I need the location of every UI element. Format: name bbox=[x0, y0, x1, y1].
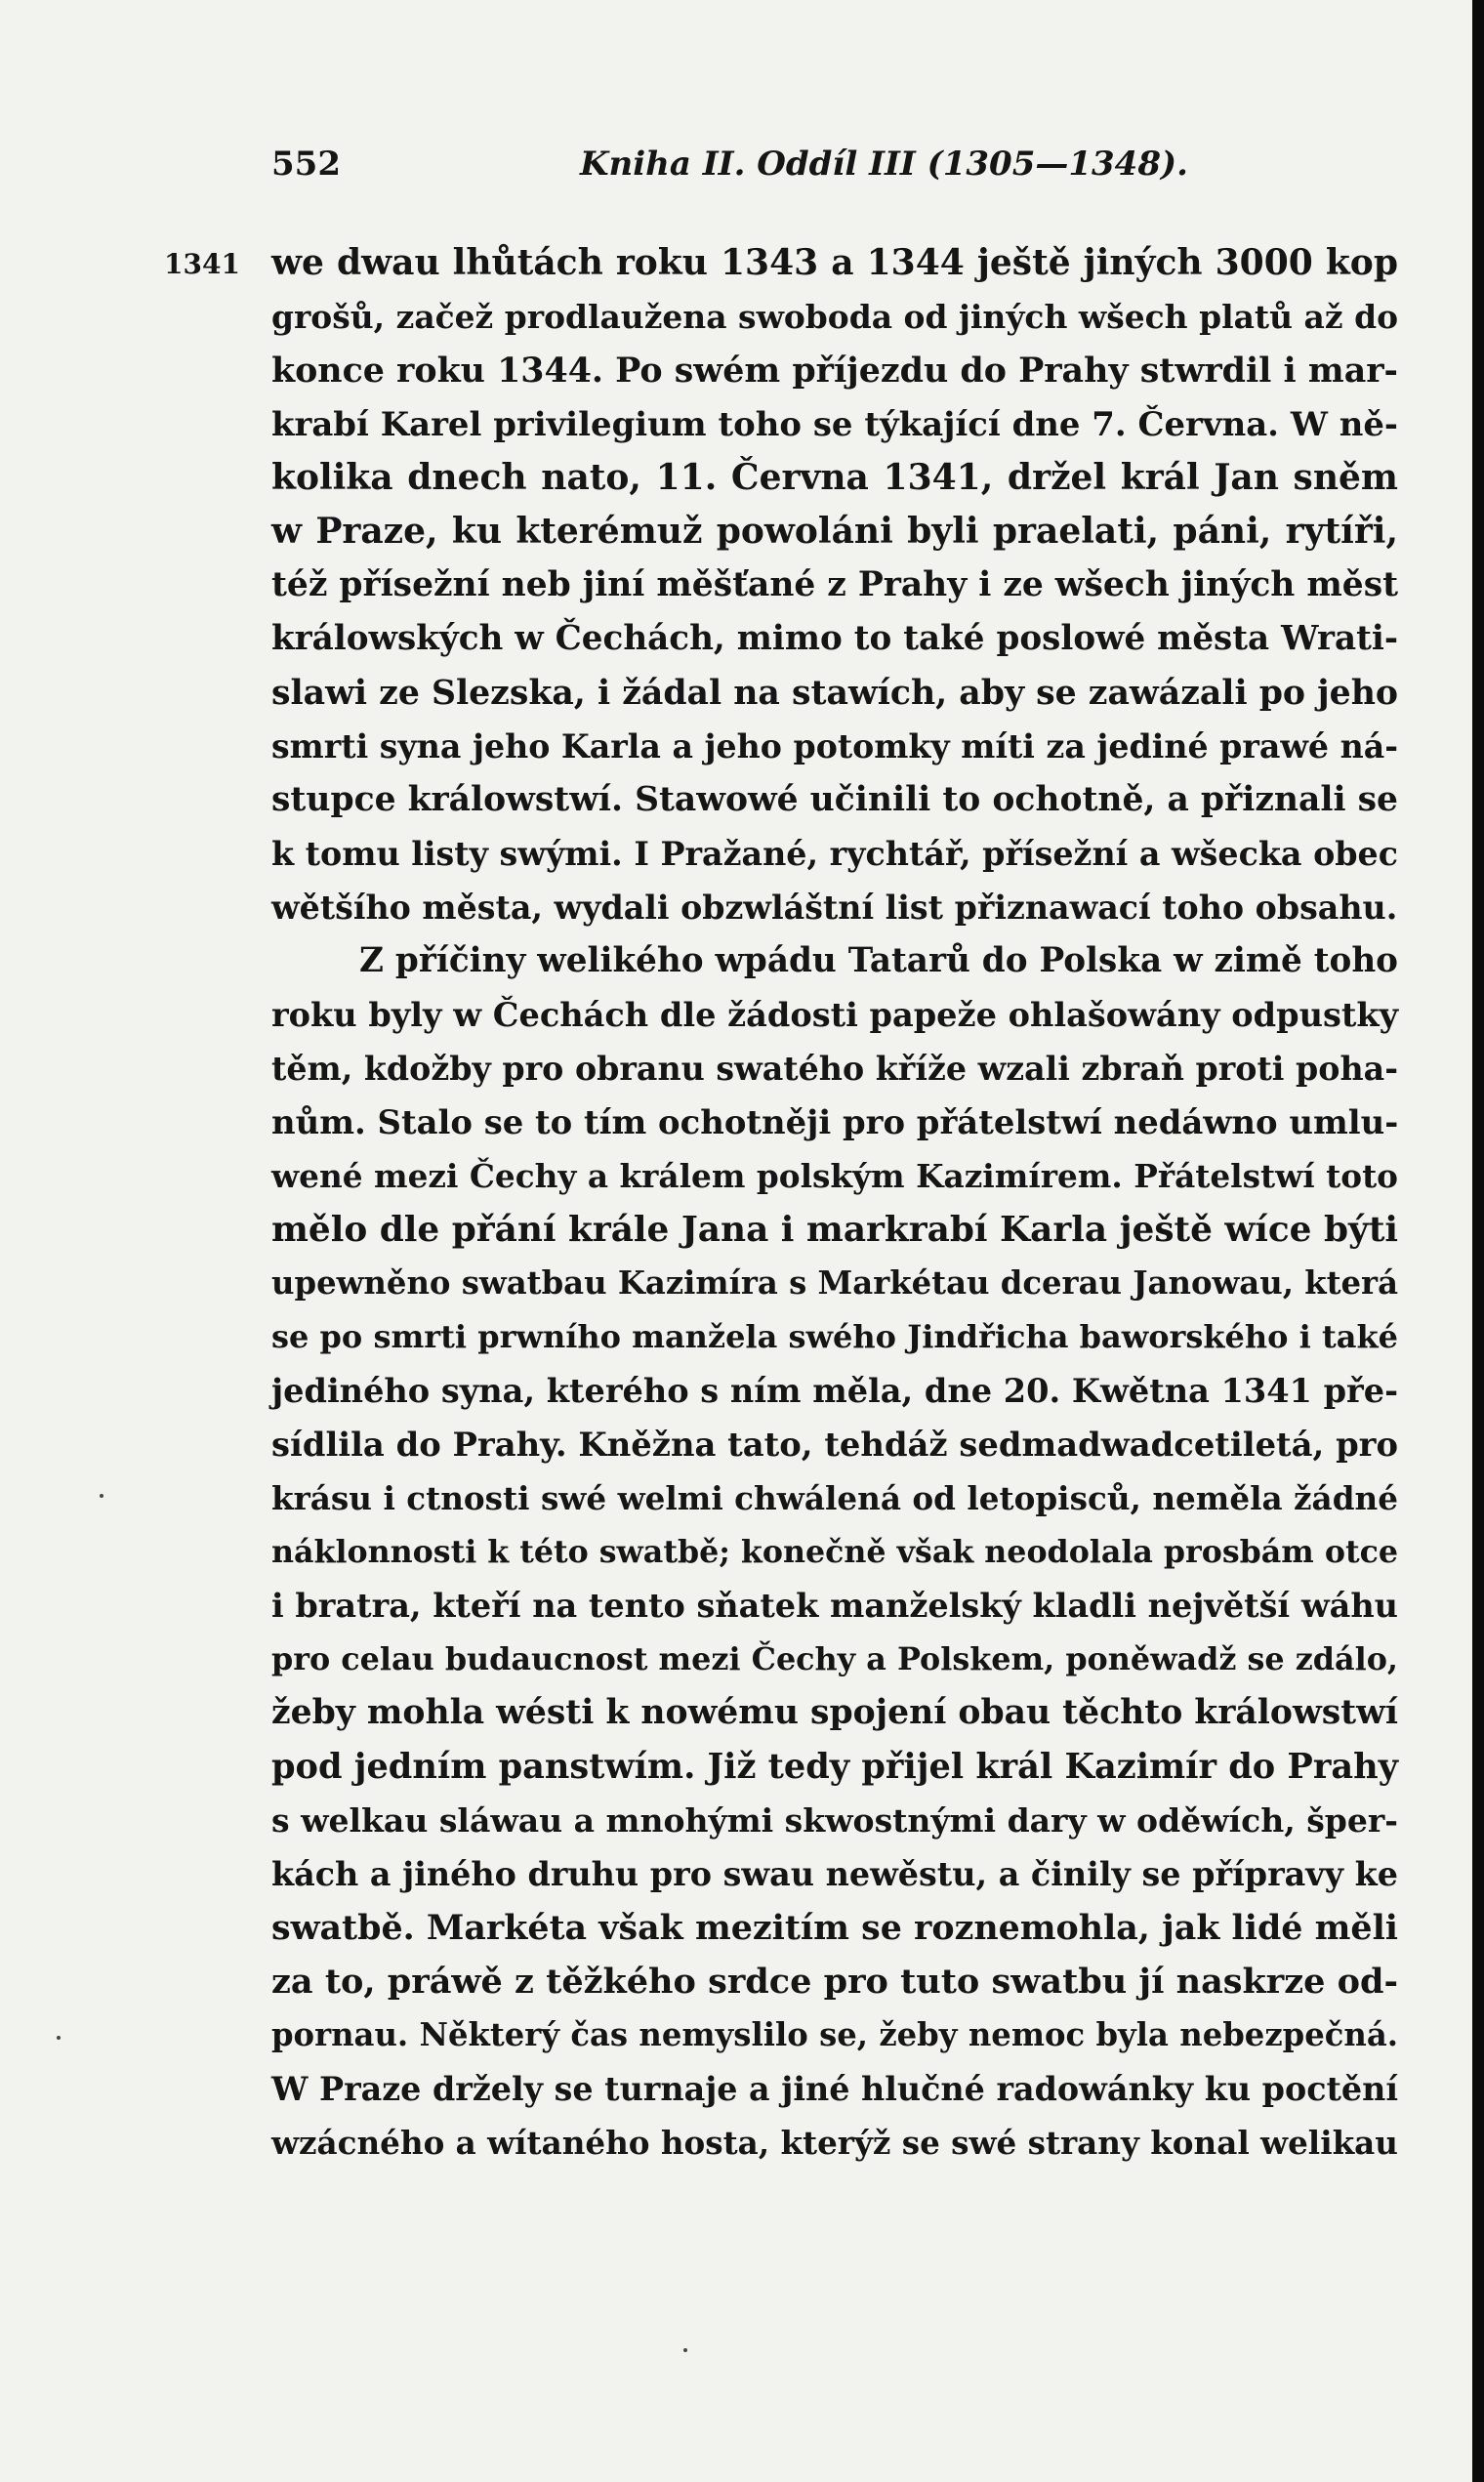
scan-speck bbox=[683, 2348, 687, 2352]
text-line-30: s welkau sláwau a mnohými skwostnými dary w oděwích, šper- bbox=[271, 1801, 1398, 1840]
scan-speck bbox=[100, 1494, 103, 1498]
text-line-1: we dwau lhůtách roku 1343 a 1344 ještě jiných 3000 kop bbox=[271, 242, 1398, 283]
text-line-7: též přísežní neb jiní měšťané z Prahy i ze wšech jiných měst bbox=[271, 565, 1398, 604]
text-line-3: konce roku 1344. Po swém příjezdu do Prahy stwrdil i mar- bbox=[271, 351, 1398, 391]
body-text bbox=[271, 236, 1398, 2170]
text-line-36: wzácného a wítaného hosta, kterýž se swé strany konal welikau bbox=[271, 2124, 1398, 2162]
text-line-32: swatbě. Markéta však mezitím se roznemohla, jak lidé měli bbox=[271, 1908, 1398, 1948]
running-head: Kniha II. Oddíl III (1305—1348). bbox=[580, 145, 1188, 184]
text-line-15: roku byly w Čechách dle žádosti papeže ohlašowány odpustky bbox=[271, 995, 1399, 1034]
text-line-9: slawi ze Slezska, i žádal na stawích, aby se zawázali po jeho bbox=[271, 673, 1398, 713]
text-line-34: pornau. Některý čas nemyslilo se, žeby nemoc byla nebezpečná. bbox=[271, 2016, 1398, 2053]
text-line-6: w Praze, ku kterémuž powoláni byli praelati, páni, rytíři, bbox=[271, 511, 1398, 552]
page-header bbox=[271, 145, 1188, 187]
text-line-4: krabí Karel privilegium toho se týkající dne 7. Června. W ně- bbox=[271, 404, 1398, 443]
text-line-25: náklonnosti k této swatbě; konečně však neodolala prosbám otce bbox=[271, 1534, 1398, 1570]
text-line-26: i bratra, kteří na tento sňatek manželský kladli největší wáhu bbox=[271, 1587, 1398, 1625]
page-number: 552 bbox=[271, 145, 341, 184]
text-line-14: Z příčiny welikého wpádu Tatarů do Polska w zimě toho bbox=[359, 941, 1398, 980]
text-line-35: W Praze držely se turnaje a jiné hlučné radowánky ku poctění bbox=[271, 2070, 1398, 2108]
text-line-17: nům. Stalo se to tím ochotněji pro přátelstwí nedáwno umlu- bbox=[271, 1102, 1399, 1141]
scan-edge-border bbox=[1472, 0, 1484, 2482]
text-line-21: se po smrti prwního manžela swého Jindřicha baworského i také bbox=[271, 1318, 1398, 1355]
text-line-16: těm, kdožby pro obranu swatého kříže wzali zbraň proti poha- bbox=[271, 1050, 1398, 1088]
text-line-20: upewněno swatbau Kazimíra s Markétau dcerau Janowau, která bbox=[271, 1264, 1398, 1302]
text-line-23: sídlila do Prahy. Kněžna tato, tehdáž sedmadwadcetiletá, pro bbox=[271, 1425, 1398, 1464]
text-line-31: kách a jiného druhu pro swau newěstu, a činily se přípravy ke bbox=[271, 1855, 1398, 1893]
text-line-27: pro celau budaucnost mezi Čechy a Polskem, poněwadž se zdálo, bbox=[271, 1640, 1398, 1677]
text-line-33: za to, práwě z těžkého srdce pro tuto swatbu jí naskrze od- bbox=[271, 1962, 1398, 2002]
margin-year-note: 1341 bbox=[164, 248, 240, 280]
text-line-19: mělo dle přání krále Jana i markrabí Karla ještě wíce býti bbox=[271, 1209, 1398, 1250]
text-line-24: krásu i ctnosti swé welmi chwálená od letopisců, neměla žádné bbox=[271, 1479, 1398, 1517]
text-line-12: k tomu listy swými. I Pražané, rychtář, přísežní a wšecka obec bbox=[271, 835, 1398, 873]
text-line-5: kolika dnech nato, 11. Června 1341, držel král Jan sněm bbox=[271, 457, 1398, 498]
text-line-10: smrti syna jeho Karla a jeho potomky míti za jediné prawé ná- bbox=[271, 727, 1398, 765]
text-line-8: králowských w Čechách, mimo to také poslowé města Wrati- bbox=[271, 619, 1398, 658]
text-line-18: wené mezi Čechy a králem polským Kazimírem. Přátelstwí toto bbox=[271, 1157, 1398, 1195]
text-line-22: jediného syna, kterého s ním měla, dne 20. Kwětna 1341 pře- bbox=[271, 1371, 1398, 1410]
text-line-11: stupce králowstwí. Stawowé učinili to ochotně, a přiznali se bbox=[271, 780, 1398, 819]
text-line-29: pod jedním panstwím. Již tedy přijel král Kazimír do Prahy bbox=[271, 1747, 1398, 1787]
text-line-2: grošů, začež prodlaužena swoboda od jiných wšech platů až do bbox=[271, 298, 1398, 336]
text-line-13: wětšího města, wydali obzwláštní list přiznawací toho obsahu. bbox=[271, 889, 1398, 927]
scan-speck bbox=[57, 2036, 61, 2040]
text-line-28: žeby mohla wésti k nowému spojení obau těchto králowstwí bbox=[271, 1693, 1398, 1732]
